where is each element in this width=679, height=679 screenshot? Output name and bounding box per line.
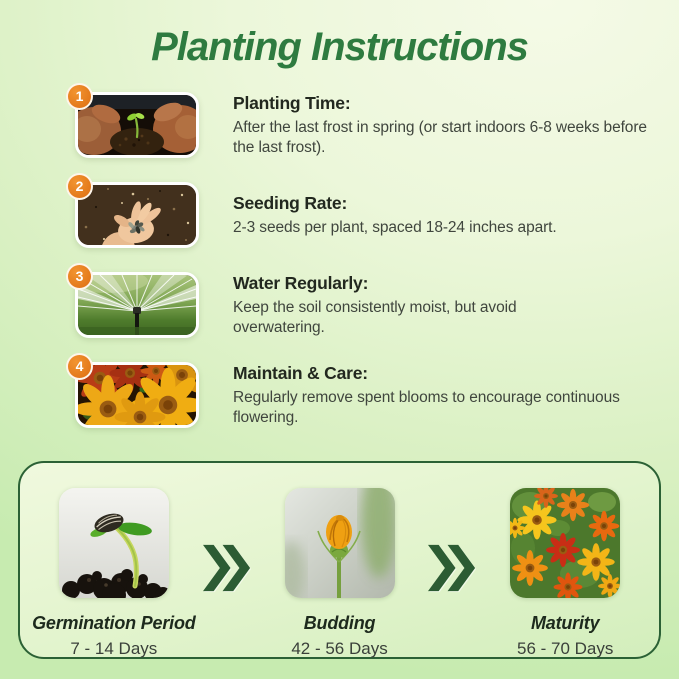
chevron-arrow-1	[202, 542, 252, 659]
step1-body: After the last frost in spring (or start indoors 6-8 weeks before the last frost).	[233, 119, 647, 156]
orange-yellow-flowers-photo	[78, 365, 196, 425]
step1-text	[233, 92, 665, 157]
step2-text	[233, 192, 557, 238]
step4-number-badge: 4	[66, 353, 93, 380]
step1-number-badge: 1	[66, 83, 93, 110]
stage-germination-label: Germination Period	[32, 613, 196, 633]
step3-number-badge: 3	[66, 263, 93, 290]
step4-body: Regularly remove spent blooms to encourage continuous flowering.	[233, 389, 620, 426]
steps-list	[75, 88, 679, 428]
lawn-sprinkler-photo	[78, 275, 196, 335]
step3-heading: Water Regularly:	[233, 273, 369, 294]
flower-bud-photo	[285, 488, 395, 598]
step-maintain-care	[75, 358, 679, 428]
step3-text	[233, 272, 583, 337]
step-water-regularly	[75, 268, 679, 338]
step2-number-badge: 2	[66, 173, 93, 200]
stage-budding	[252, 488, 428, 659]
seedling-sprout-photo	[59, 488, 169, 598]
step-planting-time	[75, 88, 679, 158]
step2-heading: Seeding Rate:	[233, 193, 348, 214]
hands-holding-soil-with-sprout-photo	[78, 95, 196, 155]
stage-maturity-label: Maturity	[530, 613, 600, 633]
stage-maturity-duration: 56 - 70 Days	[516, 639, 614, 658]
stage-budding-duration: 42 - 56 Days	[291, 639, 388, 658]
step-seeding-rate	[75, 178, 679, 248]
step4-thumbnail	[75, 358, 199, 428]
timeline-row	[20, 463, 659, 659]
step1-thumbnail	[75, 88, 199, 158]
growth-timeline-box	[18, 461, 661, 659]
chevron-arrow-2	[427, 542, 477, 659]
page-title: Planting Instructions	[151, 25, 528, 69]
stage-germination-duration: 7 - 14 Days	[70, 639, 158, 658]
stage-germination	[26, 488, 202, 659]
hand-holding-seeds-over-soil-photo	[78, 185, 196, 245]
step4-heading: Maintain & Care:	[233, 363, 368, 384]
blooming-flowers-photo	[510, 488, 620, 598]
step3-body: Keep the soil consistently moist, but avoid overwatering.	[233, 299, 517, 336]
step4-text	[233, 362, 679, 427]
step2-thumbnail	[75, 178, 199, 248]
stage-budding-label: Budding	[303, 613, 376, 633]
step3-thumbnail	[75, 268, 199, 338]
step1-heading: Planting Time:	[233, 93, 351, 114]
step2-body: 2-3 seeds per plant, spaced 18-24 inches apart.	[233, 219, 557, 237]
stage-maturity	[477, 488, 653, 659]
